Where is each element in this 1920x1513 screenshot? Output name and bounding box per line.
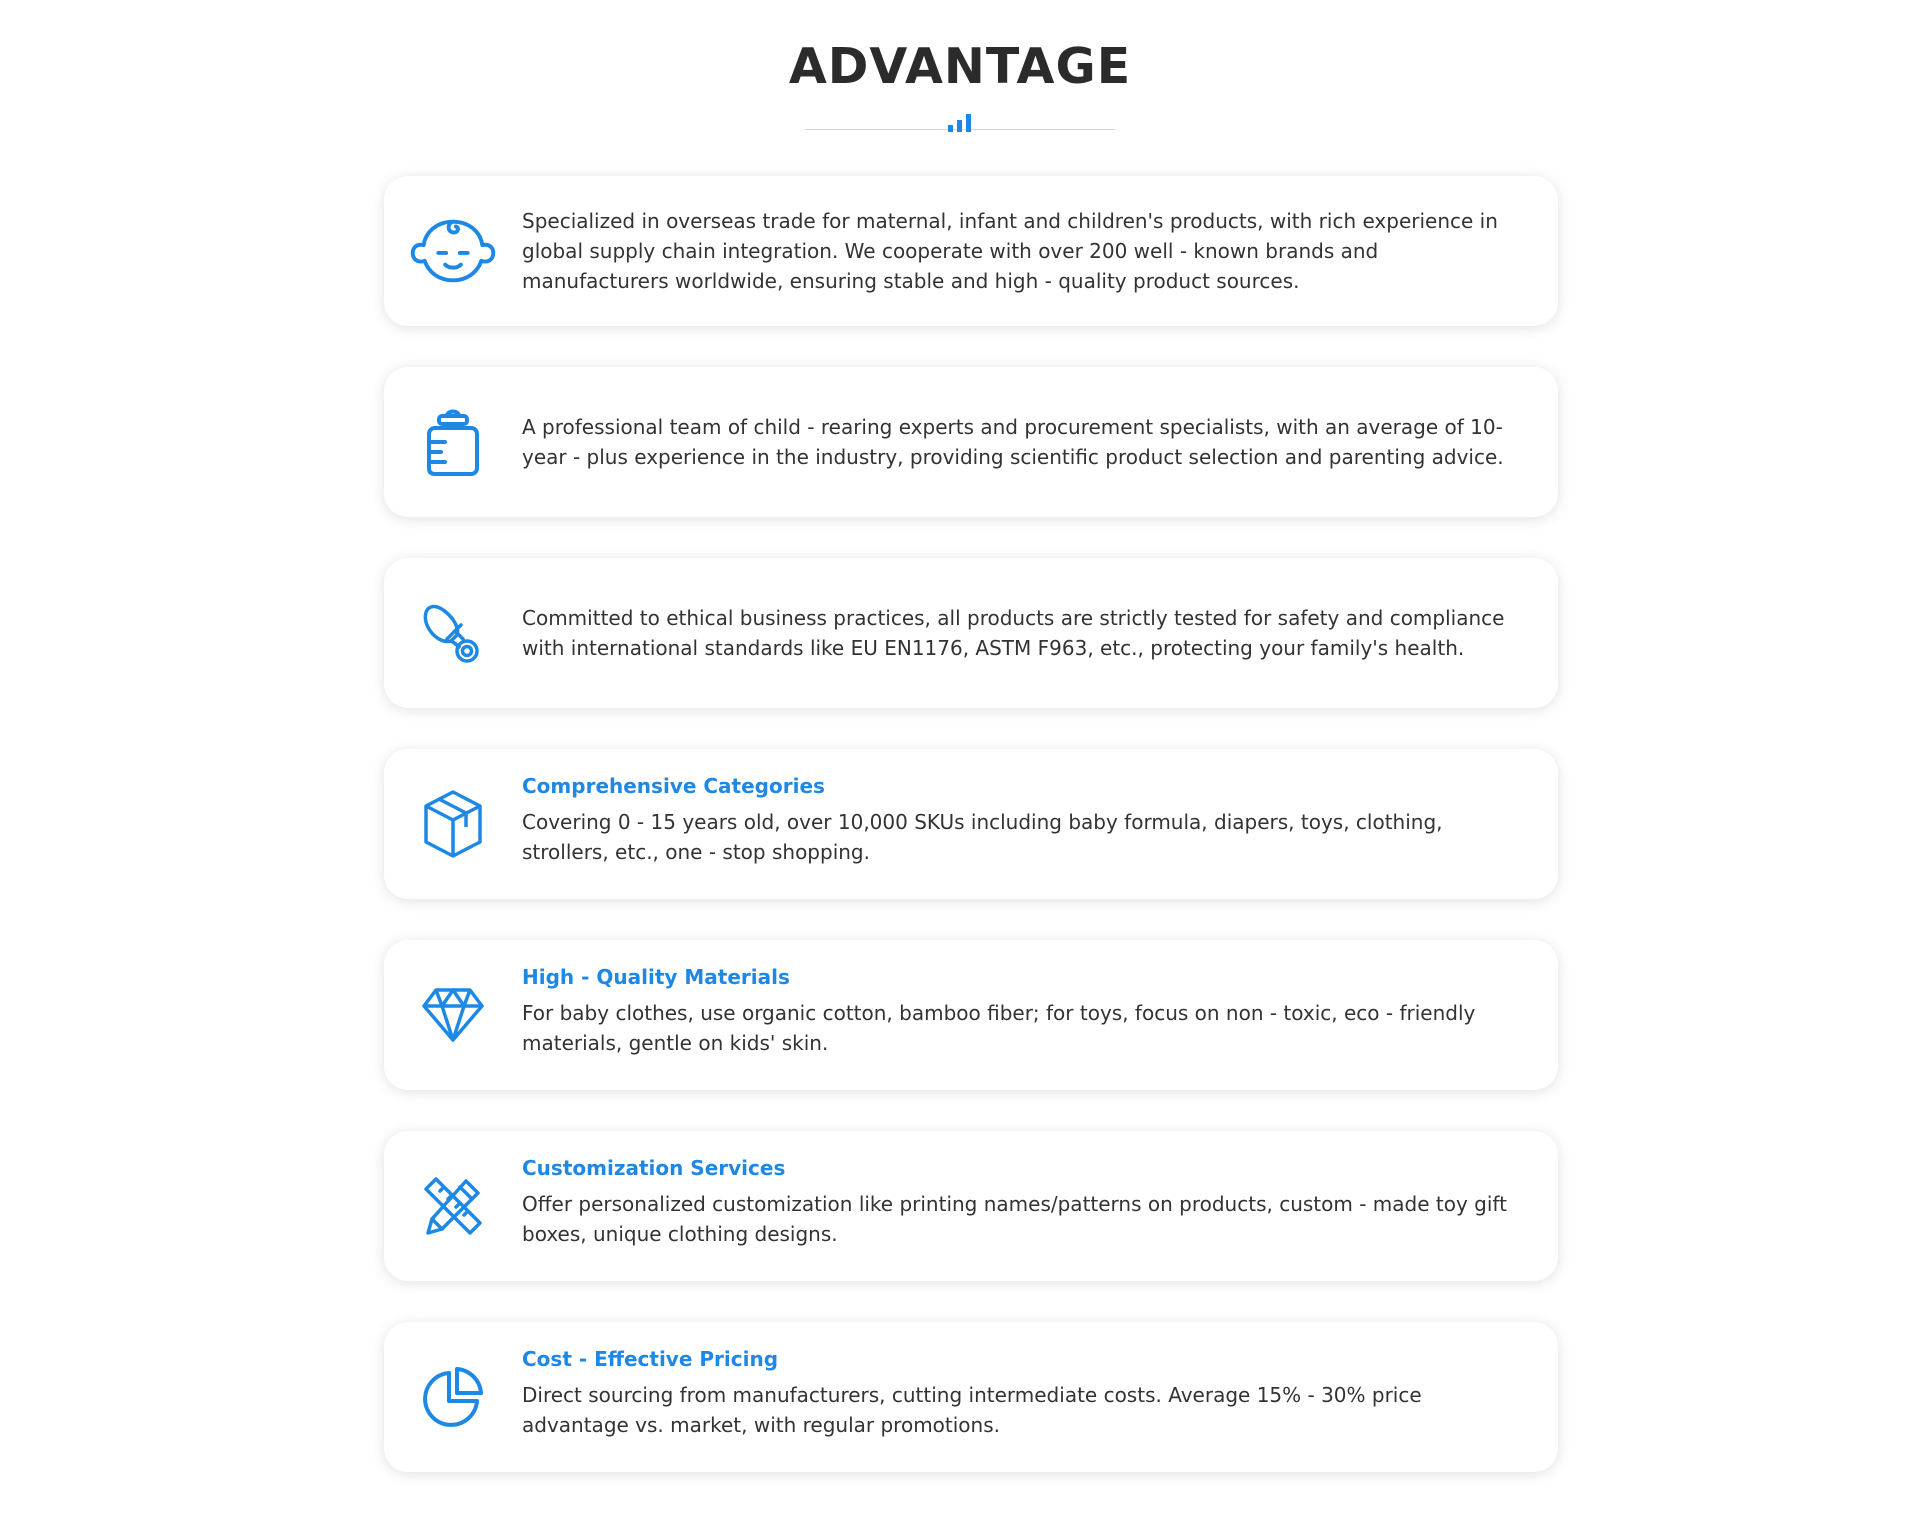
card-text: Covering 0 - 15 years old, over 10,000 SKUs including baby formula, diapers, toys, clothing, strollers, etc., one - stop shopping. [522, 810, 1443, 864]
section-header [0, 36, 1920, 134]
advantage-card [384, 367, 1558, 517]
card-content [522, 558, 1508, 708]
card-text: A professional team of child - rearing experts and procurement specialists, with an average of 10- year - plus experience in the industry, providing scientific product selection and parenting advice. [522, 415, 1504, 469]
baby-face-icon [408, 209, 498, 293]
card-content [522, 1322, 1508, 1472]
baby-bottle-icon [408, 400, 498, 484]
card-text: Committed to ethical business practices, all products are strictly tested for safety and compliance with international standards like EU EN1176, ASTM F963, etc., protecting your family's health. [522, 606, 1505, 660]
card-title: High - Quality Materials [522, 965, 790, 989]
pacifier-icon [408, 591, 498, 675]
card-text: Direct sourcing from manufacturers, cutting intermediate costs. Average 15% - 30% price advantage vs. market, with regular promotions. [522, 1383, 1422, 1437]
cube-icon [408, 782, 498, 866]
card-content [522, 749, 1508, 899]
card-content [522, 176, 1508, 326]
card-content [522, 1131, 1508, 1281]
pencil-ruler-icon [408, 1164, 498, 1248]
card-text: Specialized in overseas trade for maternal, infant and children's products, with rich experience in global supply chain integration. We cooperate with over 200 well - known brands and manufacturers worldwide, ensuring stable and high - quality product sources. [522, 209, 1498, 293]
card-title: Cost - Effective Pricing [522, 1347, 779, 1371]
card-text: Offer personalized customization like printing names/patterns on products, custom - made toy gift boxes, unique clothing designs. [522, 1192, 1507, 1246]
page-title: ADVANTAGE [788, 38, 1132, 95]
signal-bars-icon [947, 114, 973, 132]
advantage-card [384, 558, 1558, 708]
title-divider [805, 108, 1115, 134]
pie-chart-icon [408, 1355, 498, 1439]
advantage-card [384, 1131, 1558, 1281]
advantage-card [384, 1322, 1558, 1472]
card-content [522, 940, 1508, 1090]
card-content [522, 367, 1508, 517]
card-title: Customization Services [522, 1156, 786, 1180]
diamond-icon [408, 973, 498, 1057]
card-title: Comprehensive Categories [522, 774, 825, 798]
advantage-card [384, 940, 1558, 1090]
advantage-card [384, 176, 1558, 326]
card-text: For baby clothes, use organic cotton, bamboo fiber; for toys, focus on non - toxic, eco - friendly materials, gentle on kids' skin. [522, 1001, 1476, 1055]
advantage-card [384, 749, 1558, 899]
advantage-list [384, 176, 1558, 1513]
